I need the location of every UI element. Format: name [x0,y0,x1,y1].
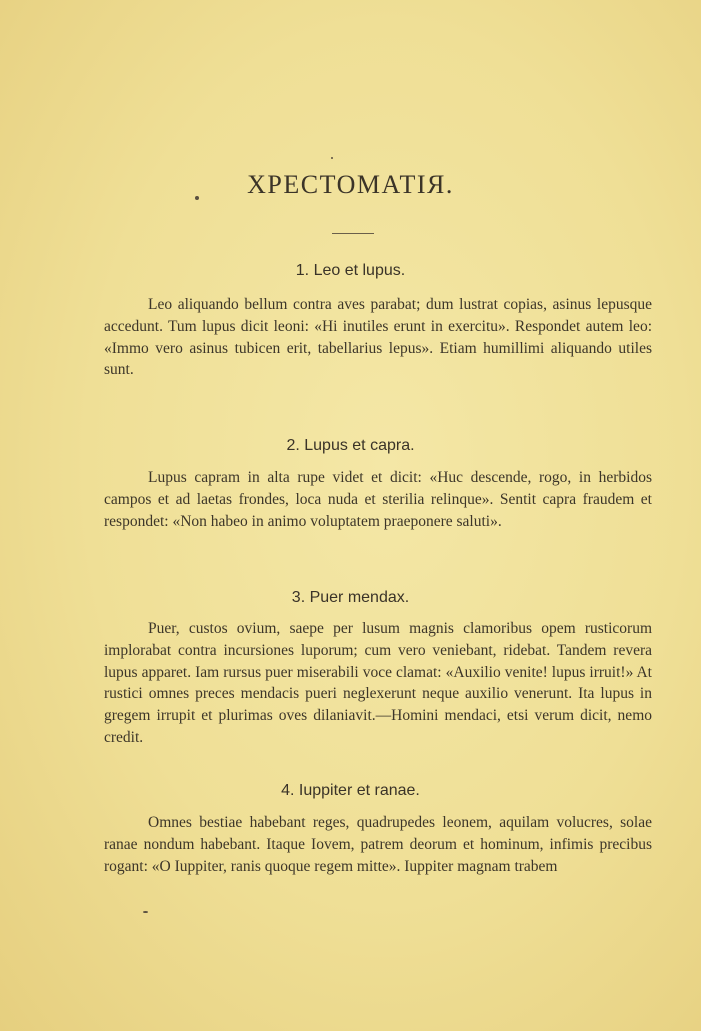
section-text-2: Lupus capram in alta rupe videt et dicit: «Huc descende, rogo, in herbidos campos et ad laetas frondes, loca nuda et sterilia relinque». Sentit capra fraudem et respondet: «Non habeo in animo voluptatem praeponere saluti». [104,469,652,530]
title-divider [332,233,374,234]
section-heading-3: 3. Puer mendax. [291,589,410,606]
section-heading-4: 4. Iuppiter et ranae. [281,782,420,799]
section-text-4: Omnes bestiae habebant reges, quadrupedes leonem, aquilam volucres, solae ranae nondum habebant. Itaque Iovem, patrem deorum et hominum, infimis precibus rogant: «O Iuppiter, ranis quoque regem mitte». Iuppiter magnam trabem [104,814,652,875]
ink-speck [195,196,199,200]
section-text-1: Leo aliquando bellum contra aves parabat; dum lustrat copias, asinus lepusque accedunt. Tum lupus dicit leoni: «Hi inutiles erunt in exercitu». Respondet autem leo: «Immo vero asinus tubicen erit, tabellarius lepus». Etiam humillimi aliquando utiles sunt. [104,296,652,379]
section-heading-2: 2. Lupus et capra. [286,437,415,454]
page-title: ХРЕСТОМАТІЯ. [247,170,454,199]
section-heading-1: 1. Leo et lupus. [295,262,406,279]
section-text-3: Puer, custos ovium, saepe per lusum magnis clamoribus opem rusticorum implorabat contra incursiones luporum; cum vero veniebant, ridebat. Tandem revera lupus apparet. Iam rursus puer miserabili voce clamat: «Auxilio venite! lupus irruit!» At rustici omnes preces mendacis pueri neglexerunt neque auxilio venerunt. Ita lupus in gregem irrupit et plurimas oves dilaniavit.—Homini mendaci, etsi verum dicit, nemo credit. [104,620,652,746]
ink-speck [331,157,333,159]
ink-speck [143,911,148,913]
